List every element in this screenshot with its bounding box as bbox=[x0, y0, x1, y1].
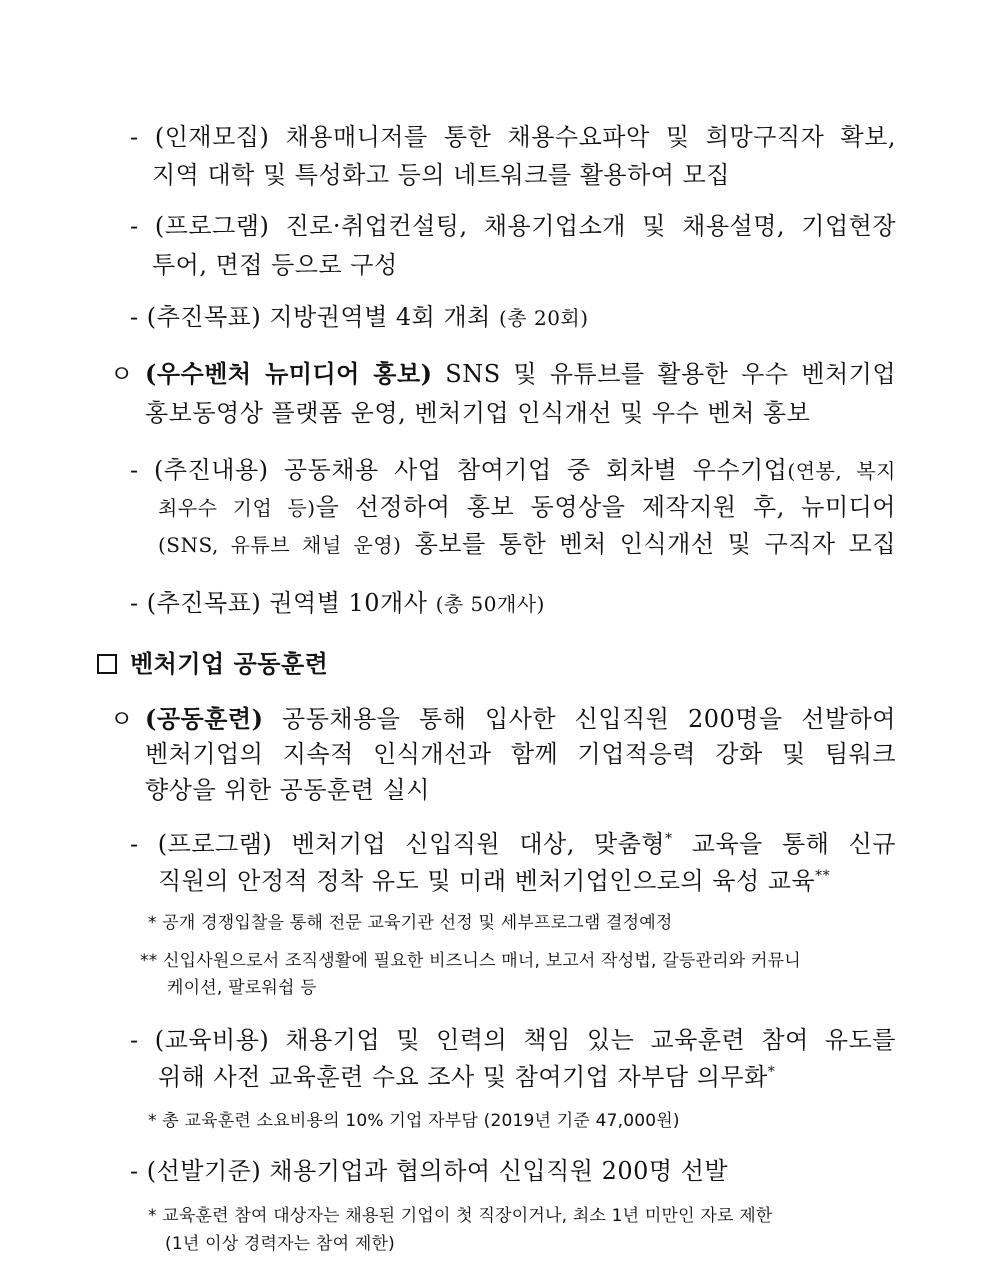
media-content-2a: 최우수 기업 등) bbox=[158, 496, 316, 520]
program-line-1: - (프로그램) 진로·취업컨설팅, 채용기업소개 및 채용설명, 기업현장 bbox=[130, 212, 896, 240]
media-content-1a: - (추진내용) 공동채용 사업 참여기업 중 회차별 우수기업 bbox=[130, 456, 788, 484]
media-line-2: 홍보동영상 플랫폼 운영, 벤처기업 인식개선 및 우수 벤처 홍보 bbox=[145, 399, 811, 427]
section-checkbox-icon bbox=[97, 654, 117, 674]
goal-text: - (추진목표) 지방권역별 4회 개최 bbox=[130, 303, 491, 331]
training-line-1-text: 공동채용을 통해 입사한 신입직원 200명을 선발하여 bbox=[282, 705, 896, 733]
media-line-1 bbox=[145, 358, 896, 390]
footnote-4-line-1: * 교육훈련 참여 대상자는 채용된 기업이 첫 직장이거나, 최소 1년 미만인 자로 제한 bbox=[148, 1206, 773, 1226]
media-goal-total: (총 50개사) bbox=[435, 592, 545, 616]
media-content-3a: (SNS, 유튜브 채널 운영) bbox=[158, 533, 402, 557]
footnote-mark-1: * bbox=[665, 831, 673, 847]
training-program-line-2 bbox=[158, 865, 830, 897]
media-content-2b: 을 선정하여 홍보 동영상을 제작지원 후, 뉴미디어 bbox=[315, 493, 896, 521]
footnote-mark-3: * bbox=[767, 1064, 776, 1080]
media-goal-text: - (추진목표) 권역별 10개사 bbox=[130, 589, 428, 617]
training-program-2: 직원의 안정적 정착 유도 및 미래 벤처기업인으로의 육성 교육 bbox=[158, 867, 816, 895]
media-content-line-1 bbox=[130, 454, 896, 487]
media-bullet: ㅇ bbox=[110, 360, 134, 388]
footnote-2-line-2: 케이션, 팔로워쉽 등 bbox=[167, 978, 317, 998]
training-program-1b: 교육을 통해 신규 bbox=[691, 830, 896, 858]
criteria-line: - (선발기준) 채용기업과 협의하여 신입직원 200명 선발 bbox=[130, 1157, 729, 1185]
recruit-line-1: - (인재모집) 채용매니저를 통한 채용수요파악 및 희망구직자 확보, bbox=[130, 123, 896, 151]
media-content-line-2 bbox=[158, 491, 896, 524]
footnote-3: * 총 교육훈련 소요비용의 10% 기업 자부담 (2019년 기준 47,000원) bbox=[148, 1111, 680, 1131]
training-program-line-1 bbox=[130, 828, 896, 860]
media-content-line-3 bbox=[158, 528, 896, 561]
training-program-1a: - (프로그램) 벤처기업 신입직원 대상, 맞춤형 bbox=[130, 830, 666, 858]
program-line-2: 투어, 면접 등으로 구성 bbox=[152, 251, 398, 279]
media-content-3b: 홍보를 통한 벤처 인식개선 및 구직자 모집 bbox=[414, 530, 897, 558]
media-content-1b: (연봉, 복지 bbox=[787, 459, 896, 483]
section-title: 벤처기업 공동훈련 bbox=[130, 649, 329, 678]
training-line-3: 향상을 위한 공동훈련 실시 bbox=[145, 776, 430, 804]
cost-line-2-text: 위해 사전 교육훈련 수요 조사 및 참여기업 자부담 의무화 bbox=[158, 1063, 768, 1091]
cost-line-2 bbox=[158, 1061, 775, 1093]
goal-line bbox=[130, 301, 589, 334]
training-line-2: 벤처기업의 지속적 인식개선과 함께 기업적응력 강화 및 팀워크 bbox=[145, 740, 896, 768]
training-heading: (공동훈련) bbox=[145, 704, 264, 733]
media-line-1-text: SNS 및 유튜브를 활용한 우수 벤처기업 bbox=[445, 360, 896, 388]
media-heading: (우수벤처 뉴미디어 홍보) bbox=[145, 359, 433, 388]
footnote-1: * 공개 경쟁입찰을 통해 전문 교육기관 선정 및 세부프로그램 결정예정 bbox=[148, 913, 673, 933]
media-goal-line bbox=[130, 587, 545, 620]
cost-line-1: - (교육비용) 채용기업 및 인력의 책임 있는 교육훈련 참여 유도를 bbox=[130, 1026, 896, 1054]
recruit-line-2: 지역 대학 및 특성화고 등의 네트워크를 활용하여 모집 bbox=[152, 161, 730, 189]
training-line-1 bbox=[145, 703, 896, 735]
goal-total: (총 20회) bbox=[498, 306, 589, 330]
training-bullet: ㅇ bbox=[110, 705, 134, 733]
footnote-2-line-1: ** 신입사원으로서 조직생활에 필요한 비즈니스 매너, 보고서 작성법, 갈등관리와 커뮤니 bbox=[140, 951, 801, 971]
footnote-4-line-2: (1년 이상 경력자는 참여 제한) bbox=[165, 1234, 395, 1254]
footnote-mark-2: ** bbox=[815, 868, 831, 884]
